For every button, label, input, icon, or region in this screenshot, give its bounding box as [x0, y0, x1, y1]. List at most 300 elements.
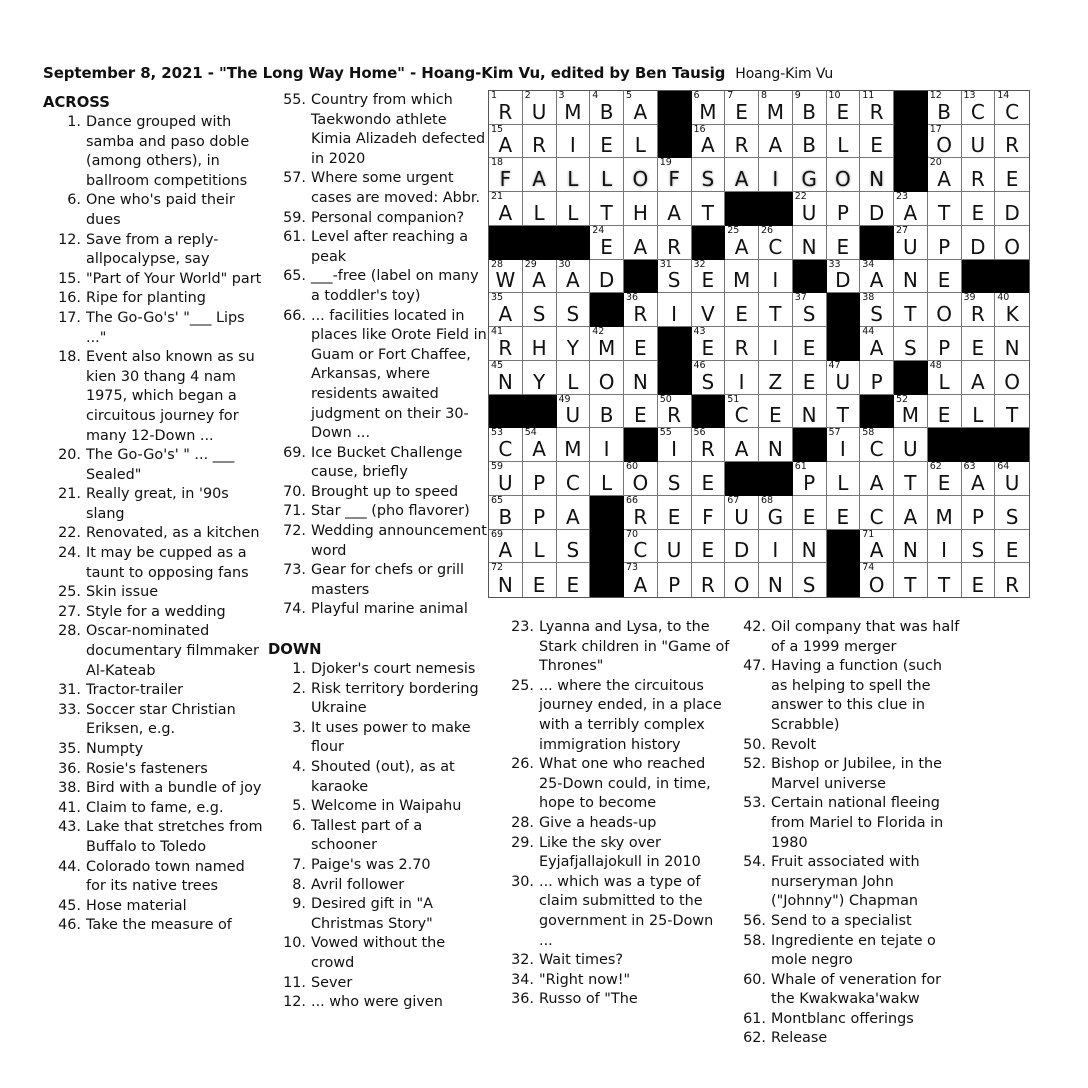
grid-cell[interactable]	[995, 327, 1029, 361]
grid-cell[interactable]	[793, 327, 827, 361]
grid-cell[interactable]	[962, 395, 996, 429]
down-clue[interactable]	[498, 834, 730, 873]
grid-cell[interactable]	[624, 293, 658, 327]
grid-cell[interactable]	[624, 91, 658, 125]
grid-cell[interactable]	[793, 91, 827, 125]
down-clue[interactable]	[730, 1010, 962, 1030]
across-clue[interactable]	[43, 309, 268, 348]
grid-cell[interactable]	[489, 260, 523, 294]
cell-letter: E	[1005, 167, 1019, 192]
down-clue[interactable]	[730, 657, 962, 735]
cell-letter: A	[667, 200, 681, 225]
grid-cell[interactable]	[624, 563, 658, 597]
cell-letter: T	[904, 302, 917, 327]
grid-cell[interactable]	[557, 192, 591, 226]
grid-cell[interactable]	[962, 327, 996, 361]
cell-letter: E	[802, 335, 816, 360]
across-clue[interactable]	[43, 191, 268, 230]
grid-cell[interactable]	[725, 395, 759, 429]
grid-cell[interactable]	[624, 125, 658, 159]
across-clue[interactable]	[43, 799, 268, 819]
grid-cell[interactable]	[725, 530, 759, 564]
grid-cell[interactable]	[793, 293, 827, 327]
clue-text: Bird with a bundle of joy	[86, 780, 262, 797]
cell-letter: L	[837, 133, 849, 158]
grid-cell[interactable]	[860, 158, 894, 192]
down-clue[interactable]	[730, 912, 962, 932]
grid-cell[interactable]	[692, 260, 726, 294]
grid-cell[interactable]	[624, 327, 658, 361]
grid-cell[interactable]	[489, 125, 523, 159]
grid-cell[interactable]	[624, 530, 658, 564]
grid-cell[interactable]	[995, 91, 1029, 125]
across-clue[interactable]	[43, 897, 268, 917]
grid-cell[interactable]	[523, 496, 557, 530]
grid-cell[interactable]	[928, 361, 962, 395]
grid-cell[interactable]	[962, 496, 996, 530]
down-clue[interactable]	[498, 971, 730, 991]
grid-cell[interactable]	[827, 428, 861, 462]
across-clue[interactable]	[43, 681, 268, 701]
down-clue[interactable]	[730, 794, 962, 853]
cell-letter: I	[772, 538, 779, 563]
grid-cell[interactable]	[557, 428, 591, 462]
across-clue[interactable]	[43, 113, 268, 191]
grid-cell[interactable]	[827, 496, 861, 530]
grid-cell[interactable]	[590, 91, 624, 125]
grid-cell[interactable]	[725, 91, 759, 125]
grid-cell[interactable]	[557, 158, 591, 192]
across-clue[interactable]	[43, 779, 268, 799]
grid-cell[interactable]	[894, 428, 928, 462]
grid-cell[interactable]	[557, 563, 591, 597]
across-clue[interactable]	[43, 446, 268, 485]
across-clue[interactable]	[268, 169, 490, 208]
across-clue[interactable]	[43, 916, 268, 936]
grid-cell[interactable]	[894, 395, 928, 429]
clue-text: Like the sky over Eyjafjallajokull in 2010	[539, 834, 701, 871]
grid-cell[interactable]	[725, 125, 759, 159]
grid-cell[interactable]	[827, 395, 861, 429]
grid-cell[interactable]	[557, 361, 591, 395]
grid-cell[interactable]	[793, 530, 827, 564]
grid-cell[interactable]	[928, 192, 962, 226]
across-clue[interactable]	[268, 522, 490, 561]
grid-cell[interactable]	[894, 530, 928, 564]
grid-cell[interactable]	[557, 496, 591, 530]
grid-cell[interactable]	[725, 496, 759, 530]
grid-cell[interactable]	[759, 91, 793, 125]
grid-cell[interactable]	[928, 327, 962, 361]
grid-cell[interactable]	[928, 496, 962, 530]
clue-text: Sever	[311, 974, 353, 991]
grid-cell[interactable]	[894, 462, 928, 496]
down-clue[interactable]	[498, 814, 730, 834]
down-clue[interactable]	[268, 817, 490, 856]
grid-cell[interactable]	[658, 530, 692, 564]
grid-cell[interactable]	[658, 428, 692, 462]
grid-cell[interactable]	[962, 462, 996, 496]
across-clue[interactable]	[43, 485, 268, 524]
grid-cell[interactable]	[995, 192, 1029, 226]
grid-cell[interactable]	[827, 158, 861, 192]
cell-letter: P	[533, 504, 546, 529]
across-clue[interactable]	[43, 231, 268, 270]
grid-cell[interactable]	[759, 530, 793, 564]
grid-cell[interactable]	[928, 158, 962, 192]
down-clue[interactable]	[498, 618, 730, 677]
down-clue[interactable]	[268, 993, 490, 1013]
across-clue[interactable]	[43, 544, 268, 583]
grid-cell[interactable]	[793, 496, 827, 530]
grid-cell[interactable]	[725, 361, 759, 395]
across-clue[interactable]	[43, 289, 268, 309]
grid-cell[interactable]	[523, 327, 557, 361]
grid-cell[interactable]	[624, 158, 658, 192]
grid-cell[interactable]	[759, 395, 793, 429]
down-clue[interactable]	[730, 853, 962, 912]
grid-cell[interactable]	[962, 293, 996, 327]
grid-cell[interactable]	[860, 563, 894, 597]
across-clue[interactable]	[268, 91, 490, 169]
grid-cell[interactable]	[692, 293, 726, 327]
grid-cell[interactable]	[995, 496, 1029, 530]
down-clue[interactable]	[498, 755, 730, 814]
grid-cell[interactable]	[759, 226, 793, 260]
across-clue[interactable]	[268, 444, 490, 483]
grid-cell[interactable]	[962, 192, 996, 226]
grid-cell[interactable]	[725, 293, 759, 327]
grid-cell[interactable]	[692, 327, 726, 361]
grid-cell[interactable]	[489, 462, 523, 496]
grid-cell[interactable]	[928, 226, 962, 260]
grid-cell[interactable]	[860, 361, 894, 395]
grid-cell[interactable]	[928, 260, 962, 294]
puzzle-title	[43, 64, 833, 82]
grid-cell[interactable]	[793, 462, 827, 496]
grid-cell[interactable]	[692, 125, 726, 159]
grid-cell[interactable]	[523, 361, 557, 395]
grid-cell[interactable]	[557, 327, 591, 361]
grid-cell[interactable]	[759, 563, 793, 597]
grid-cell[interactable]	[692, 462, 726, 496]
grid-cell[interactable]	[557, 125, 591, 159]
grid-cell[interactable]	[692, 91, 726, 125]
across-clue[interactable]	[268, 228, 490, 267]
down-clue[interactable]	[268, 660, 490, 680]
down-clue[interactable]	[268, 856, 490, 876]
across-clue[interactable]	[268, 209, 490, 229]
clue-text: Revolt	[771, 736, 817, 753]
grid-cell[interactable]	[860, 125, 894, 159]
grid-cell[interactable]	[692, 192, 726, 226]
down-clue[interactable]	[498, 951, 730, 971]
grid-cell[interactable]	[658, 226, 692, 260]
grid-cell[interactable]	[624, 192, 658, 226]
grid-cell[interactable]	[489, 530, 523, 564]
grid-cell[interactable]	[624, 462, 658, 496]
grid-cell[interactable]	[658, 192, 692, 226]
across-clue[interactable]	[43, 701, 268, 740]
down-clue[interactable]	[730, 932, 962, 971]
grid-cell[interactable]	[860, 293, 894, 327]
grid-cell[interactable]	[489, 91, 523, 125]
clue-text: Tractor-trailer	[86, 682, 184, 699]
grid-cell[interactable]	[523, 563, 557, 597]
across-clue[interactable]	[43, 270, 268, 290]
across-clue[interactable]	[268, 502, 490, 522]
grid-cell[interactable]	[928, 530, 962, 564]
down-clue[interactable]	[498, 873, 730, 951]
down-clue[interactable]	[268, 680, 490, 719]
grid-cell[interactable]	[860, 462, 894, 496]
across-clue[interactable]	[43, 760, 268, 780]
grid-cell[interactable]	[759, 125, 793, 159]
down-clue[interactable]	[268, 758, 490, 797]
grid-cell[interactable]	[725, 158, 759, 192]
grid-cell[interactable]	[523, 91, 557, 125]
grid-cell[interactable]	[793, 563, 827, 597]
grid-cell[interactable]	[962, 563, 996, 597]
grid-cell[interactable]	[860, 530, 894, 564]
grid-cell[interactable]	[793, 158, 827, 192]
cell-letter: C	[734, 403, 749, 428]
grid-cell[interactable]	[725, 226, 759, 260]
grid-cell[interactable]	[894, 327, 928, 361]
clue-number: 25.	[58, 584, 81, 601]
grid-cell[interactable]	[624, 395, 658, 429]
cell-letter: T	[904, 470, 917, 495]
grid-cell[interactable]	[557, 91, 591, 125]
grid-cell[interactable]	[557, 530, 591, 564]
grid-cell[interactable]	[995, 226, 1029, 260]
grid-cell[interactable]	[759, 361, 793, 395]
grid-cell[interactable]	[759, 293, 793, 327]
grid-cell[interactable]	[962, 530, 996, 564]
grid-cell[interactable]	[557, 260, 591, 294]
across-clue[interactable]	[43, 524, 268, 544]
grid-cell[interactable]	[590, 428, 624, 462]
down-clue[interactable]	[268, 974, 490, 994]
cell-number: 16	[693, 123, 706, 135]
grid-cell[interactable]	[928, 293, 962, 327]
grid-cell[interactable]	[523, 530, 557, 564]
grid-cell[interactable]	[489, 428, 523, 462]
grid-cell[interactable]	[759, 260, 793, 294]
grid-cell[interactable]	[759, 428, 793, 462]
grid-cell[interactable]	[590, 158, 624, 192]
down-clue[interactable]	[268, 934, 490, 973]
grid-cell[interactable]	[995, 395, 1029, 429]
grid-cell[interactable]	[523, 125, 557, 159]
grid-cell[interactable]	[725, 563, 759, 597]
grid-cell[interactable]	[590, 192, 624, 226]
grid-cell[interactable]	[793, 125, 827, 159]
down-clue[interactable]	[498, 990, 730, 1010]
grid-cell[interactable]	[692, 496, 726, 530]
grid-cell[interactable]	[962, 361, 996, 395]
grid-cell[interactable]	[624, 361, 658, 395]
grid-cell[interactable]	[793, 192, 827, 226]
grid-cell[interactable]	[860, 91, 894, 125]
cell-number: 37	[794, 292, 807, 304]
across-clue[interactable]	[43, 858, 268, 897]
grid-cell[interactable]	[658, 158, 692, 192]
grid-cell[interactable]	[658, 496, 692, 530]
grid-cell[interactable]	[995, 158, 1029, 192]
grid-cell[interactable]	[995, 563, 1029, 597]
grid-cell[interactable]	[489, 293, 523, 327]
down-clue[interactable]	[498, 677, 730, 755]
grid-cell[interactable]	[995, 293, 1029, 327]
grid-cell[interactable]	[692, 530, 726, 564]
across-clue[interactable]	[268, 307, 490, 444]
grid-cell[interactable]	[928, 125, 962, 159]
grid-cell[interactable]	[489, 563, 523, 597]
down-clue[interactable]	[730, 1029, 962, 1049]
grid-cell[interactable]	[894, 226, 928, 260]
grid-cell[interactable]	[827, 192, 861, 226]
across-clue[interactable]	[43, 622, 268, 681]
down-clue[interactable]	[730, 736, 962, 756]
grid-cell[interactable]	[827, 125, 861, 159]
across-clue[interactable]	[43, 348, 268, 446]
grid-cell[interactable]	[827, 226, 861, 260]
grid-cell[interactable]	[692, 428, 726, 462]
grid-cell[interactable]	[590, 260, 624, 294]
grid-cell[interactable]	[692, 361, 726, 395]
grid-cell[interactable]	[590, 125, 624, 159]
down-clue[interactable]	[268, 719, 490, 758]
grid-cell[interactable]	[860, 428, 894, 462]
cell-number: 34	[862, 258, 875, 270]
grid-cell[interactable]	[995, 361, 1029, 395]
clue-number: 4.	[292, 759, 306, 775]
grid-cell[interactable]	[557, 462, 591, 496]
cell-letter: E	[1005, 538, 1019, 563]
grid-cell[interactable]	[489, 158, 523, 192]
grid-cell[interactable]	[692, 563, 726, 597]
clue-text: Dance grouped with samba and paso doble (among others), in ballroom competitions	[86, 114, 250, 189]
grid-cell[interactable]	[523, 260, 557, 294]
grid-cell[interactable]	[860, 192, 894, 226]
grid-cell[interactable]	[489, 327, 523, 361]
grid-cell[interactable]	[894, 192, 928, 226]
down-clue[interactable]	[730, 618, 962, 657]
grid-cell[interactable]	[759, 327, 793, 361]
across-clue[interactable]	[268, 267, 490, 306]
grid-cell[interactable]	[624, 226, 658, 260]
across-clue[interactable]	[268, 483, 490, 503]
grid-cell[interactable]	[658, 260, 692, 294]
grid-cell[interactable]	[523, 192, 557, 226]
across-clue[interactable]	[268, 600, 490, 620]
grid-cell[interactable]	[523, 293, 557, 327]
grid-cell[interactable]	[995, 530, 1029, 564]
grid-cell[interactable]	[590, 361, 624, 395]
clue-text: Wedding announcement word	[311, 523, 487, 559]
grid-cell[interactable]	[793, 395, 827, 429]
grid-cell[interactable]	[860, 496, 894, 530]
grid-cell[interactable]	[827, 91, 861, 125]
across-clue[interactable]	[43, 818, 268, 857]
down-clue[interactable]	[730, 971, 962, 1010]
grid-cell[interactable]	[759, 158, 793, 192]
grid-cell[interactable]	[489, 192, 523, 226]
grid-cell[interactable]	[928, 462, 962, 496]
grid-cell[interactable]	[557, 395, 591, 429]
down-clue[interactable]	[730, 755, 962, 794]
grid-cell[interactable]	[557, 293, 591, 327]
grid-cell[interactable]	[759, 496, 793, 530]
grid-cell[interactable]	[523, 158, 557, 192]
grid-cell[interactable]	[827, 260, 861, 294]
grid-cell[interactable]	[962, 226, 996, 260]
cell-letter: M	[597, 335, 616, 360]
grid-cell[interactable]	[827, 462, 861, 496]
black-square	[557, 226, 591, 260]
grid-cell[interactable]	[624, 496, 658, 530]
grid-cell[interactable]	[658, 395, 692, 429]
grid-cell[interactable]	[658, 462, 692, 496]
grid-cell[interactable]	[860, 260, 894, 294]
down-clue[interactable]	[268, 876, 490, 896]
across-clue[interactable]	[43, 583, 268, 603]
clue-text: Bishop or Jubilee, in the Marvel universe	[771, 756, 942, 792]
grid-cell[interactable]	[793, 226, 827, 260]
grid-cell[interactable]	[725, 428, 759, 462]
cell-letter: B	[599, 99, 614, 124]
grid-cell[interactable]	[995, 125, 1029, 159]
grid-cell[interactable]	[995, 462, 1029, 496]
grid-cell[interactable]	[962, 125, 996, 159]
down-clue[interactable]	[268, 895, 490, 934]
down-clue[interactable]	[268, 797, 490, 817]
grid-cell[interactable]	[489, 361, 523, 395]
grid-cell[interactable]	[827, 361, 861, 395]
grid-cell[interactable]	[928, 91, 962, 125]
grid-cell[interactable]	[793, 361, 827, 395]
grid-cell[interactable]	[894, 293, 928, 327]
grid-cell[interactable]	[489, 496, 523, 530]
grid-cell[interactable]	[894, 496, 928, 530]
grid-cell[interactable]	[692, 158, 726, 192]
clue-number: 62.	[743, 1030, 766, 1047]
grid-cell[interactable]	[590, 462, 624, 496]
grid-cell[interactable]	[894, 260, 928, 294]
grid-cell[interactable]	[860, 327, 894, 361]
grid-cell[interactable]	[725, 327, 759, 361]
grid-cell[interactable]	[590, 327, 624, 361]
cell-letter: R	[1005, 133, 1020, 158]
grid-cell[interactable]	[523, 428, 557, 462]
grid-cell[interactable]	[962, 91, 996, 125]
grid-cell[interactable]	[725, 260, 759, 294]
across-clue[interactable]	[43, 603, 268, 623]
grid-cell[interactable]	[590, 395, 624, 429]
grid-cell[interactable]	[523, 462, 557, 496]
grid-cell[interactable]	[962, 158, 996, 192]
grid-cell[interactable]	[894, 563, 928, 597]
grid-cell[interactable]	[928, 395, 962, 429]
across-clue[interactable]	[268, 561, 490, 600]
grid-cell[interactable]	[658, 293, 692, 327]
grid-cell[interactable]	[928, 563, 962, 597]
grid-cell[interactable]	[658, 563, 692, 597]
grid-cell[interactable]	[590, 226, 624, 260]
across-clue[interactable]	[43, 740, 268, 760]
clue-text: Russo of "The	[539, 991, 638, 1008]
